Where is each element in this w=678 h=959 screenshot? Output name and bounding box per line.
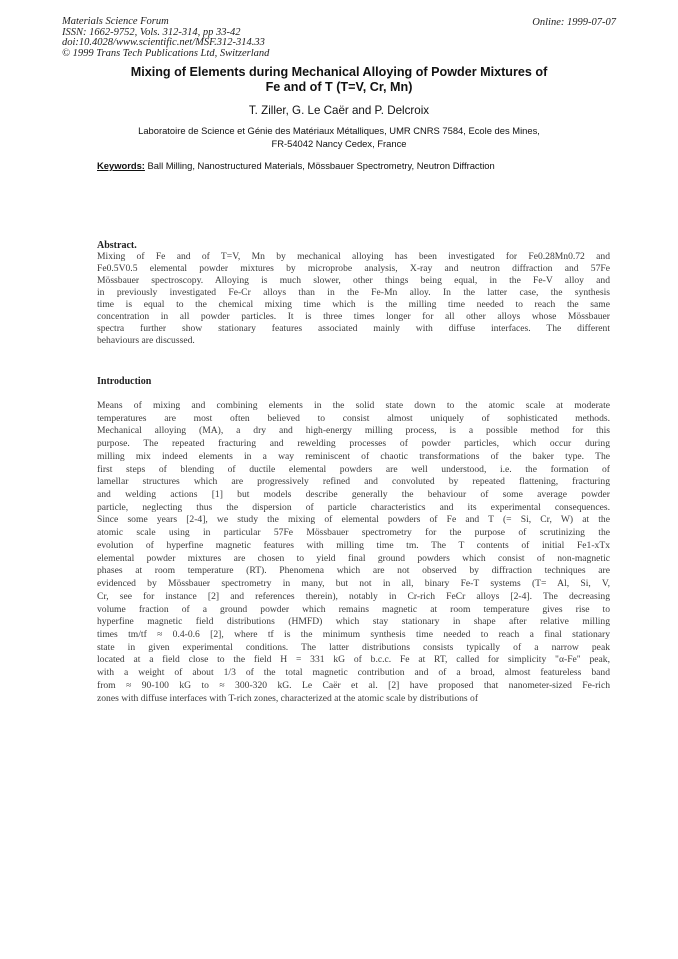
- text-line: particle, neglecting thus the dispersion of particle characteristics and its experimental consequences.: [97, 501, 610, 513]
- text-line: elemental powder mixtures are chosen to yield final ground powders which consist of non-magnetic: [97, 552, 610, 564]
- text-line: Since some years [2-4], we study the mixing of elemental powders of Fe and T (= Si, Cr, W) at the: [97, 514, 610, 526]
- journal-name: Materials Science Forum: [62, 16, 169, 27]
- text-line: times tm/tf ≈ 0.4-0.6 [2], where tf is the minimum synthesis time needed to reach a final stationary: [97, 628, 610, 640]
- text-line: located at a field close to the field H = 331 kG of b.c.c. Fe at RT, called for simplicity "α-Fe" peak,: [97, 654, 610, 666]
- text-line: from ≈ 90-100 kG to ≈ 300-320 kG. Le Caër et al. [2] have proposed that nanometer-sized Fe-rich: [97, 679, 610, 691]
- text-line: Mechanical alloying (MA), a dry and high-energy milling process, is a possible method for this: [97, 425, 610, 437]
- abstract-heading: Abstract.: [97, 240, 137, 251]
- abstract-section: [97, 240, 610, 347]
- text-line: purpose. The repeated fracturing and rewelding processes of powder particles, which occur during: [97, 438, 610, 450]
- doi-line[interactable]: doi:10.4028/www.scientific.net/MSF.312-314.33: [62, 37, 265, 49]
- text-line: Mixing of Fe and of T=V, Mn by mechanical alloying has been investigated for Fe0.28Mn0.72 and: [97, 251, 610, 262]
- text-line: volume fraction of a ground powder which remains magnetic at room temperature gives rise to: [97, 603, 610, 615]
- keywords-label: Keywords:: [97, 160, 145, 171]
- issn-line: ISSN: 1662-9752, Vols. 312-314, pp 33-42: [62, 26, 241, 38]
- text-line: and welding actions [1] but models describe generally the behaviour of some average powder: [97, 489, 610, 501]
- affiliation-line-1: Laboratoire de Science et Génie des Matériaux Métalliques, UMR CNRS 7584, Ecole des Mines,: [138, 125, 540, 136]
- text-line: temperatures are most often believed to consist almost uniquely of sophisticated methods.: [97, 412, 610, 424]
- text-line: Means of mixing and combining elements in the solid state down to the atomic scale at moderate: [97, 400, 610, 411]
- text-line: in previously investigated Fe-Cr alloys than in the Fe-Mn alloy. In the latter case, the synthesis: [97, 287, 610, 298]
- text-line: evidenced by Mössbauer spectrometry in many, but not in all, binary Fe-T systems (T= Al, Si, V,: [97, 578, 610, 590]
- text-line: phases at room temperature (RT). Phenomena which are not observed by diffraction techniques are: [97, 565, 610, 577]
- introduction-section: [97, 400, 610, 705]
- keywords: [97, 160, 617, 171]
- text-line: behaviours are discussed.: [97, 335, 195, 346]
- text-line: time is equal to the chemical mixing time which is the milling time needed to reach the same: [97, 299, 610, 310]
- text-line: zones with diffuse interfaces with T-rich zones, characterized at the atomic scale by distributions of: [97, 692, 479, 704]
- introduction-body: [97, 400, 610, 705]
- text-line: atomic scale using in particular 57Fe Mössbauer spectrometry for the purpose of scrutinizing the: [97, 527, 610, 539]
- introduction-heading: Introduction: [97, 376, 152, 387]
- text-line: milling mix indeed elements in a way reminiscent of chaotic transformations of the baker type. The: [97, 450, 610, 462]
- text-line: lamellar structures which are progressively refined and convoluted by repeated flattening, fracturing: [97, 476, 610, 488]
- author-list: T. Ziller, G. Le Caër and P. Delcroix: [248, 104, 430, 117]
- title-line-2: Fe and of T (T=V, Cr, Mn): [265, 79, 413, 94]
- text-line: Cr, see for instance [2] and references therein), notably in Cr-rich FeCr alloys [2-4]. The decreasing: [97, 590, 610, 602]
- affiliation-line-2: FR-54042 Nancy Cedex, France: [271, 137, 407, 149]
- text-line: spectra further show stationary features associated mainly with diffuse interfaces. The different: [97, 323, 610, 334]
- text-line: first steps of blending of ductile elemental powders are well understood, i.e. the formation of: [97, 463, 610, 475]
- text-line: concentration in all powder particles. It is three times longer for all other alloys whose Mössbauer: [97, 311, 610, 322]
- text-line: Mössbauer spectroscopy. Alloying is much slower, other things being equal, in the Fe-V alloy and: [97, 275, 610, 286]
- text-line: state in given experimental conditions. The latter distributions consists typically of a narrow peak: [97, 641, 610, 653]
- keywords-text: Ball Milling, Nanostructured Materials, Mössbauer Spectrometry, Neutron Diffraction: [147, 160, 495, 171]
- text-line: with a weight of about 1/3 of the total magnetic contribution and of a broad, almost featureless band: [97, 667, 610, 679]
- text-line: hyperfine magnetic field distributions (HMFD) which stay stationary in shape after relative milling: [97, 616, 610, 628]
- copyright-line: © 1999 Trans Tech Publications Ltd, Switzerland: [62, 47, 270, 59]
- paper-title: [50, 65, 628, 94]
- publication-info: [62, 17, 269, 59]
- title-line-1: Mixing of Elements during Mechanical Alloying of Powder Mixtures of: [130, 65, 548, 79]
- abstract-body: [97, 251, 610, 347]
- text-line: evolution of hyperfine magnetic features with milling time tm. The T contents of initial Fe1-xTx: [97, 539, 610, 551]
- text-line: Fe0.5V0.5 elemental powder mixtures by microprobe analysis, X-ray and neutron diffraction and 57Fe: [97, 263, 610, 274]
- affiliation: [80, 125, 598, 150]
- online-date: Online: 1999-07-07: [532, 17, 616, 28]
